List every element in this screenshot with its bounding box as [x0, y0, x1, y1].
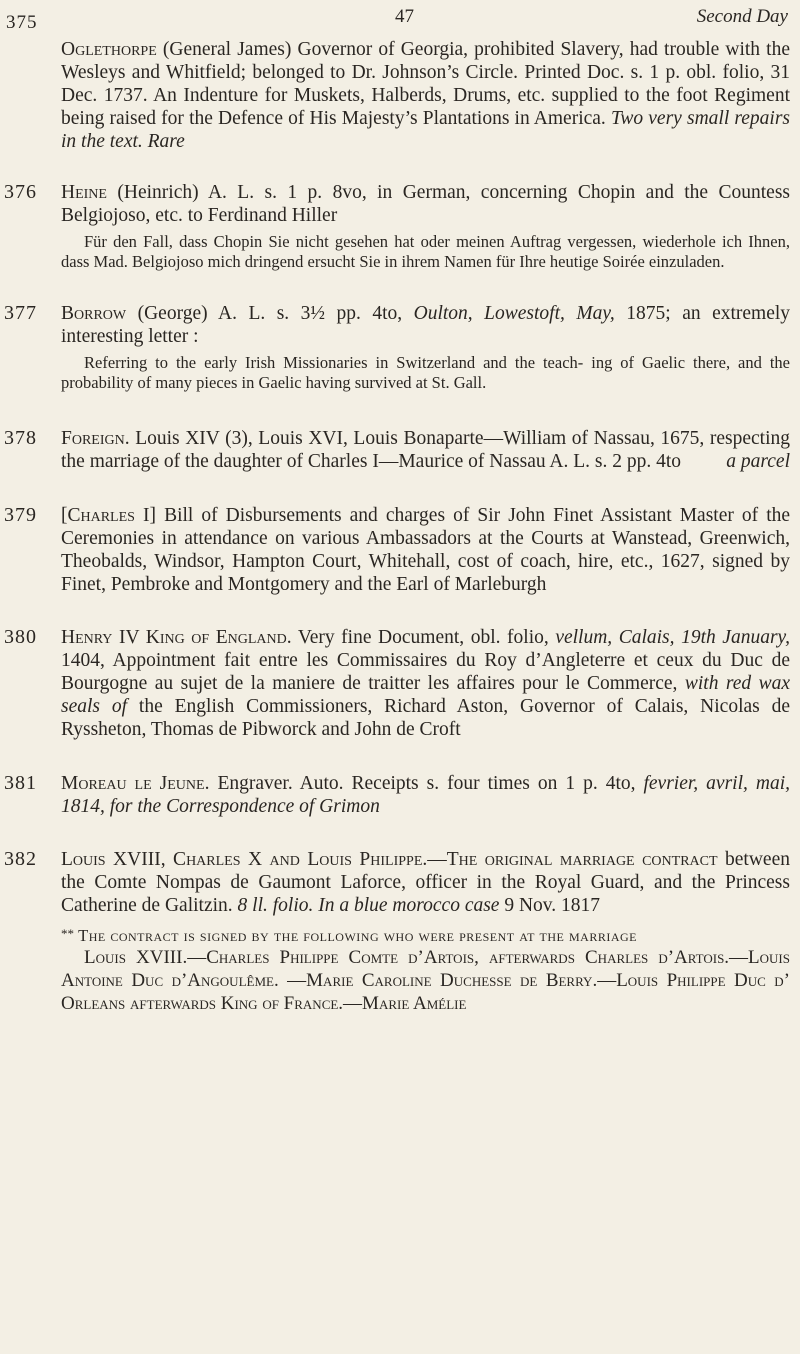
lot-description [61, 504, 790, 596]
lot-date: 9 Nov. 1817 [504, 895, 601, 916]
lot-quote: Referring to the early Irish Missionaries in Switzerland and the teach- ing of Gaelic there, and the probability of many pieces in Gaelic having survived at St. Gall. [61, 353, 790, 392]
lot-text-cont: 1875; an extremely interesting letter : [61, 303, 791, 347]
lot-entry [0, 626, 800, 741]
lot-name: Henry IV King of England. [61, 627, 292, 648]
lot-entry [0, 181, 800, 272]
lot-list [0, 38, 800, 1015]
lot-entry [0, 504, 800, 596]
lot-name: [Charles I] [61, 505, 156, 526]
lot-text: (Heinrich) A. L. s. 1 p. 8vo, in German, concerning Chopin and the Countess Belgiojoso, etc. to Ferdinand Hiller [61, 182, 790, 226]
header-lot-number: 375 [6, 12, 38, 33]
lot-description [61, 427, 790, 473]
lot-number: 378 [4, 427, 37, 449]
lot-name: Foreign. [61, 428, 130, 449]
lot-entry [0, 848, 800, 1015]
signatories: Louis XVIII.—Charles Philippe Comte d’Artois, afterwards Charles d’Artois.—Louis Antoine Duc d’Angoulême. —Marie Caroline Duchesse de Berry.—Louis Philippe Duc d’ Orleans afterwards King of France.—Marie Amélie [61, 947, 790, 1014]
lot-description [61, 772, 790, 818]
lot-text: Very fine Document, obl. folio, [297, 627, 549, 648]
lot-place-date: Oulton, Lowestoft, May, [413, 303, 615, 324]
lot-description [61, 626, 790, 741]
sale-day: Second Day [696, 6, 788, 27]
lot-name: Moreau le Jeune. [61, 773, 210, 794]
lot-quote: Für den Fall, dass Chopin Sie nicht gesehen hat oder meinen Auftrag vergessen, wiederhole ich Ihnen, dass Mad. Belgiojoso mich dringend ersucht Sie in ihrem Namen für Ihre heutige Soirée einzuladen. [61, 232, 790, 271]
lot-number: 380 [4, 626, 37, 648]
lot-description [61, 848, 790, 917]
lot-note: Two very small repairs in the text. Rare [61, 108, 790, 152]
lot-name: Heine [61, 182, 107, 203]
lot-text: Louis XIV (3), Louis XVI, Louis Bonaparte—William of Nassau, 1675, respecting the marriage of the daughter of Charles I—Maurice of Nassau A. L. s. 2 pp. 4to [61, 428, 790, 472]
lot-name: Borrow [61, 303, 127, 324]
lot-note: a parcel [726, 451, 790, 472]
lot-description [61, 302, 790, 348]
lot-name: Oglethorpe [61, 39, 157, 60]
asterism: ** [61, 926, 74, 941]
lot-entry [0, 427, 800, 473]
lot-italic: 8 ll. folio. In a blue morocco case [237, 895, 500, 916]
lot-description [61, 38, 790, 153]
lot-number: 376 [4, 181, 37, 203]
lot-number: 381 [4, 772, 37, 794]
lot-text-b: 1404, Appointment fait entre les Commissaires du Roy d’Angleterre et ceux du Duc de Bourgogne au sujet de la maniere de traitter les affaires pour le Commerce, [61, 650, 790, 694]
lot-description [61, 181, 790, 227]
lot-entry [0, 302, 800, 393]
lot-number: 379 [4, 504, 37, 526]
lot-text: Engraver. Auto. Receipts s. four times on 1 p. 4to, [217, 773, 636, 794]
lot-text: Bill of Disbursements and charges of Sir John Finet Assistant Master of the Ceremonies in attendance on various Ambassadors at the Courts at Wanstead, Greenwich, Theobalds, Windsor, Hampton Court, Whitehall, cost of coach, hire, etc., 1627, signed by Finet, Pembroke and Montgomery and the Earl of Marleburgh [61, 505, 791, 595]
lot-italic: fevrier, avril, mai, 1814, for the Correspondence of Grimon [61, 773, 790, 817]
lot-number: 377 [4, 302, 37, 324]
lot-title-caps: —The original marriage contract [427, 849, 718, 870]
lot-text-c: the English Commissioners, Richard Aston, Governor of Calais, Nicolas de Ryssheton, Thomas de Pibworck and John de Croft [61, 696, 791, 740]
page-number: 47 [395, 6, 414, 27]
lot-text: (George) A. L. s. 3½ pp. 4to, [137, 303, 403, 324]
lot-name: Louis XVIII, Charles X and Louis Philippe. [61, 849, 428, 870]
lot-entry [0, 38, 800, 153]
note-caps: The contract is signed by the following who were present at the marriage [78, 926, 638, 945]
lot-text: (General James) Governor of Georgia, prohibited Slavery, had trouble with the Wesleys and Whitfield; belonged to Dr. Johnson’s Circle. Printed Doc. s. 1 p. obl. folio, 31 Dec. 1737. An Indenture for Muskets, Halberds, Drums, etc. supplied to the foot Regiment being raised for the Defence of His Majesty’s Plantations in America. [61, 39, 791, 129]
lot-number: 382 [4, 848, 37, 870]
lot-entry [0, 772, 800, 818]
lot-text: between the Comte Nompas de Gaumont Laforce, officer in the Royal Guard, and the Princess Catherine de Galitzin. [61, 849, 790, 916]
page-header [0, 6, 800, 38]
lot-signatories-note [61, 923, 790, 1015]
lot-italic-b: with red wax seals of [61, 673, 791, 717]
lot-italic-a: vellum, Calais, 19th January, [555, 627, 790, 648]
